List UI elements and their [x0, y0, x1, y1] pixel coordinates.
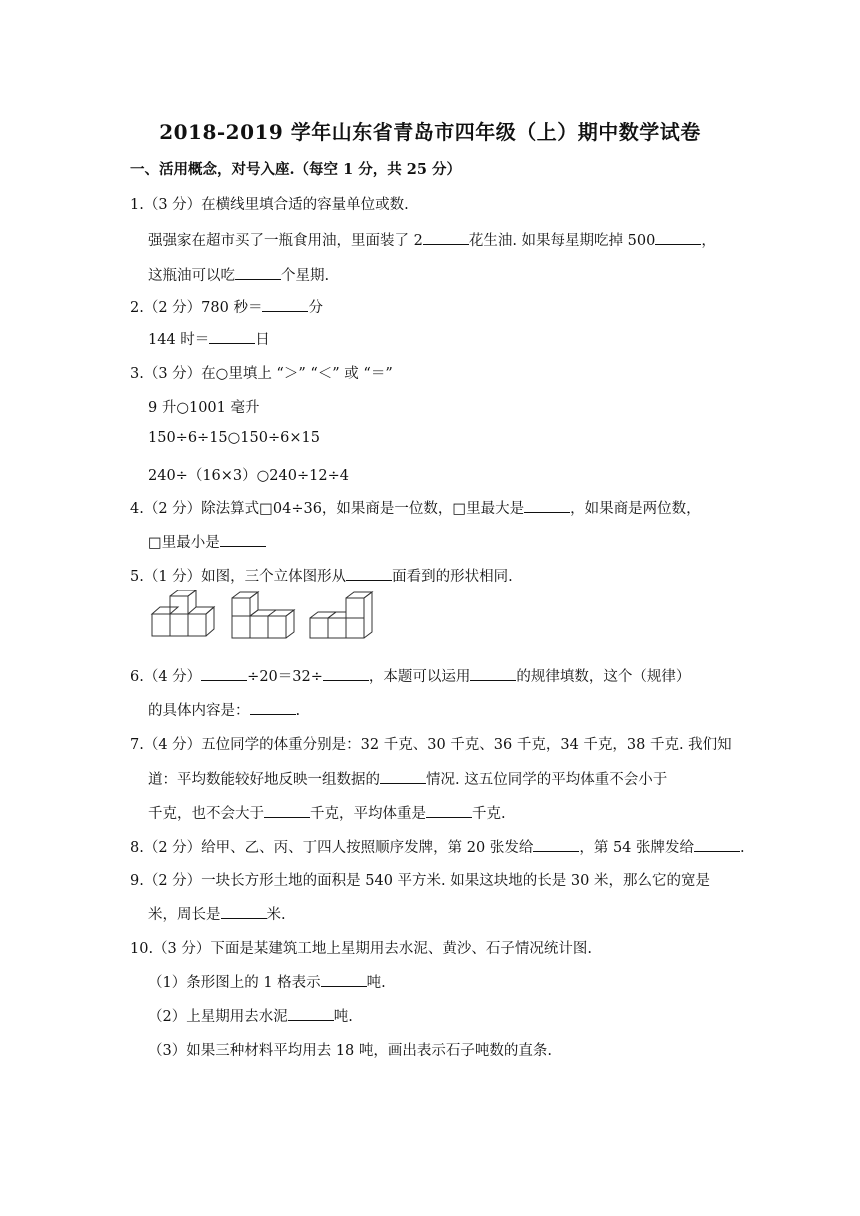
- text: ÷20＝32÷: [247, 669, 323, 685]
- text: ，第 54 张牌发给: [579, 840, 695, 856]
- question-1-head: 1.（3 分）在横线里填合适的容量单位或数.: [130, 197, 409, 213]
- answer-blank[interactable]: [235, 278, 281, 280]
- question-3-head: 3.（3 分）在○里填上 “＞” “＜” 或 “＝”: [130, 366, 393, 382]
- answer-blank[interactable]: [262, 310, 308, 312]
- answer-blank[interactable]: [201, 679, 247, 681]
- question-6-line-2: [148, 699, 300, 720]
- text: 个星期.: [281, 268, 330, 284]
- cube-figure-3: [310, 592, 372, 638]
- text: 千克.: [472, 806, 506, 822]
- text: 花生油. 如果每星期吃掉 500: [468, 233, 656, 249]
- text: 2.（2 分）780 秒＝: [130, 300, 263, 316]
- question-9-line-2: [148, 903, 286, 924]
- text: 的具体内容是：: [148, 703, 250, 719]
- text: ，如果商是两位数，: [570, 501, 701, 517]
- text: 强强家在超市买了一瓶食用油，里面装了 2: [148, 233, 423, 249]
- question-10-sub-1: [148, 971, 386, 992]
- answer-blank[interactable]: [346, 579, 392, 581]
- question-4-line-2: [148, 531, 266, 552]
- answer-blank[interactable]: [524, 511, 570, 513]
- section-heading: 一、活用概念，对号入座.（每空 1 分，共 25 分）: [130, 161, 462, 178]
- text: ，: [701, 233, 716, 249]
- answer-blank[interactable]: [288, 1019, 334, 1021]
- question-3-line-3: 240÷（16×3）○240÷12÷4: [148, 468, 349, 484]
- text: 6.（4 分）: [130, 669, 202, 685]
- answer-blank[interactable]: [221, 917, 267, 919]
- text: 144 时＝: [148, 332, 210, 348]
- text: 吨.: [333, 1009, 353, 1025]
- text: 4.（2 分）除法算式□04÷36，如果商是一位数，□里最大是: [130, 501, 525, 517]
- answer-blank[interactable]: [694, 850, 740, 852]
- question-1-line-1: [148, 229, 716, 250]
- question-9-line-1: 9.（2 分）一块长方形土地的面积是 540 平方米. 如果这块地的长是 30 米，那么它的宽是: [130, 873, 710, 889]
- text: 面看到的形状相同.: [392, 569, 513, 585]
- text: .: [740, 840, 745, 856]
- answer-blank[interactable]: [426, 816, 472, 818]
- answer-blank[interactable]: [250, 713, 296, 715]
- text: 千克，平均体重是: [310, 806, 426, 822]
- text: 米，周长是: [148, 907, 221, 923]
- text: 吨.: [366, 975, 386, 991]
- cube-figures-image: [150, 590, 390, 646]
- text: 情况. 这五位同学的平均体重不会小于: [426, 772, 668, 788]
- question-6-line-1: [130, 665, 690, 686]
- question-10-sub-3: （3）如果三种材料平均用去 18 吨，画出表示石子吨数的直条.: [148, 1043, 553, 1059]
- text: 5.（1 分）如图，三个立体图形从: [130, 569, 347, 585]
- cube-figure-1: [152, 590, 214, 636]
- answer-blank[interactable]: [323, 679, 369, 681]
- answer-blank[interactable]: [220, 545, 266, 547]
- question-7-line-1: 7.（4 分）五位同学的体重分别是：32 千克、30 千克、36 千克，34 千克，38 千克. 我们知: [130, 737, 732, 753]
- question-3-line-1: 9 升○1001 毫升: [148, 400, 260, 416]
- text: 8.（2 分）给甲、乙、丙、丁四人按照顺序发牌，第 20 张发给: [130, 840, 534, 856]
- answer-blank[interactable]: [470, 679, 516, 681]
- text: .: [295, 703, 301, 719]
- answer-blank[interactable]: [209, 342, 255, 344]
- text: 日: [255, 332, 270, 348]
- text: □里最小是: [148, 535, 220, 551]
- text: ，本题可以运用: [368, 669, 471, 685]
- text: 道：平均数能较好地反映一组数据的: [148, 772, 380, 788]
- question-10-head: 10.（3 分）下面是某建筑工地上星期用去水泥、黄沙、石子情况统计图.: [130, 941, 593, 957]
- text: （2）上星期用去水泥: [148, 1009, 288, 1025]
- text: 的规律填数，这个（规律）: [516, 669, 691, 685]
- answer-blank[interactable]: [380, 782, 426, 784]
- text: 千克，也不会大于: [148, 806, 264, 822]
- answer-blank[interactable]: [423, 243, 469, 245]
- question-10-sub-2: [148, 1005, 353, 1026]
- answer-blank[interactable]: [321, 985, 367, 987]
- question-7-line-2: [148, 768, 667, 789]
- question-2-head: [130, 296, 323, 317]
- question-4-line-1: [130, 497, 701, 518]
- text: 米.: [266, 907, 286, 923]
- answer-blank[interactable]: [655, 243, 701, 245]
- question-8-line-1: [130, 836, 745, 857]
- question-1-line-2: [148, 264, 329, 285]
- text: （1）条形图上的 1 格表示: [148, 975, 321, 991]
- page-title: 2018-2019 学年山东省青岛市四年级（上）期中数学试卷: [159, 120, 701, 144]
- question-5-head: [130, 565, 513, 586]
- question-2-line-2: [148, 328, 270, 349]
- question-7-line-3: [148, 802, 506, 823]
- answer-blank[interactable]: [533, 850, 579, 852]
- cube-figure-2: [232, 592, 294, 638]
- answer-blank[interactable]: [264, 816, 310, 818]
- question-3-line-2: 150÷6÷15○150÷6×15: [148, 430, 320, 446]
- text: 分: [308, 300, 323, 316]
- text: 这瓶油可以吃: [148, 268, 235, 284]
